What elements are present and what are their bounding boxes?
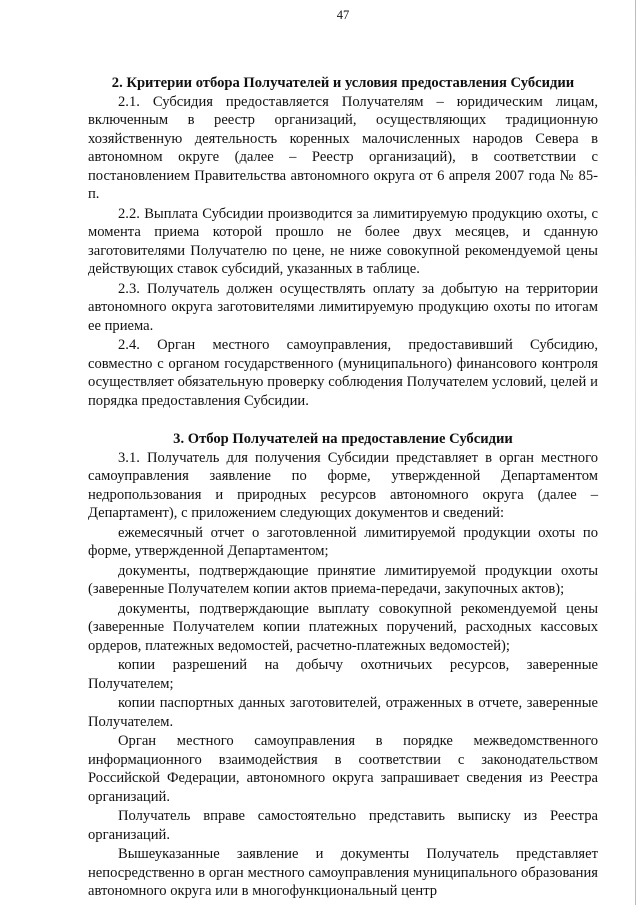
paragraph-2-3: 2.3. Получатель должен осуществлять оплату за добытую на территории автономного округа заготовителями лимитируемую продукцию охоты по итогам ее приема.: [88, 280, 598, 334]
paragraph-2-2: 2.2. Выплата Субсидии производится за лимитируемую продукцию охоты, с момента приема которой прошло не более двух месяцев, и сданную заготовителями Получателю по цене, не ниже совокупной рекомендуемой цены действующих ставок субсидий, указанных в таблице.: [88, 205, 598, 277]
list-item-passport-data: копии паспортных данных заготовителей, отраженных в отчете, заверенные Получателем.: [88, 695, 598, 730]
paragraph-3-1: 3.1. Получатель для получения Субсидии представляет в орган местного самоуправления заявление по форме, утвержденной Департаментом недропользования и природных ресурсов автономного округа (далее – Департамент), с приложением следующих документов и сведений:: [88, 449, 598, 521]
paragraph-interagency-request: Орган местного самоуправления в порядке межведомственного информационного взаимодействия в соответствии с законодательством Российской Федерации, автономного округа запрашивает сведения из Реестра организаций.: [88, 733, 598, 805]
list-item-acceptance-documents: документы, подтверждающие принятие лимитируемой продукции охоты (заверенные Получателем копии актов приема-передачи, закупочных актов);: [88, 562, 598, 597]
paragraph-submission: Вышеуказанные заявление и документы Получатель представляет непосредственно в орган местного самоуправления муниципального образования автономного округа или в многофункциональный центр: [88, 846, 598, 899]
section-3-heading: 3. Отбор Получателей на предоставление Субсидии: [173, 431, 513, 447]
list-item-payment-documents: документы, подтверждающие выплату совокупной рекомендуемой цены (заверенные Получателем копии платежных поручений, расходных кассовых ордеров, платежных ведомостей, расчетно-платежных ведомостей);: [88, 600, 598, 654]
list-item-hunting-permits: копии разрешений на добычу охотничьих ресурсов, заверенные Получателем;: [88, 657, 598, 692]
scan-edge-line: [635, 0, 636, 905]
page-number: 47: [336, 8, 350, 22]
paragraph-2-1: 2.1. Субсидия предоставляется Получателям – юридическим лицам, включенным в реестр организаций, осуществляющих традиционную хозяйственную деятельность коренных малочисленных народов Севера в автономном округе (далее – Реестр организаций), в соответствии с постановлением Правительства автономного округа от 6 апреля 2007 года № 85-п.: [88, 93, 598, 202]
section-2-heading: 2. Критерии отбора Получателей и условия предоставления Субсидии: [111, 75, 575, 91]
paragraph-registry-extract: Получатель вправе самостоятельно представить выписку из Реестра организаций.: [88, 808, 598, 843]
paragraph-2-4: 2.4. Орган местного самоуправления, предоставивший Субсидию, совместно с органом государственного (муниципального) финансового контроля осуществляет обязательную проверку соблюдения Получателем условий, целей и порядка предоставления Субсидии.: [88, 337, 598, 409]
list-item-monthly-report: ежемесячный отчет о заготовленной лимитируемой продукции охоты по форме, утвержденной Департаментом;: [88, 524, 598, 559]
